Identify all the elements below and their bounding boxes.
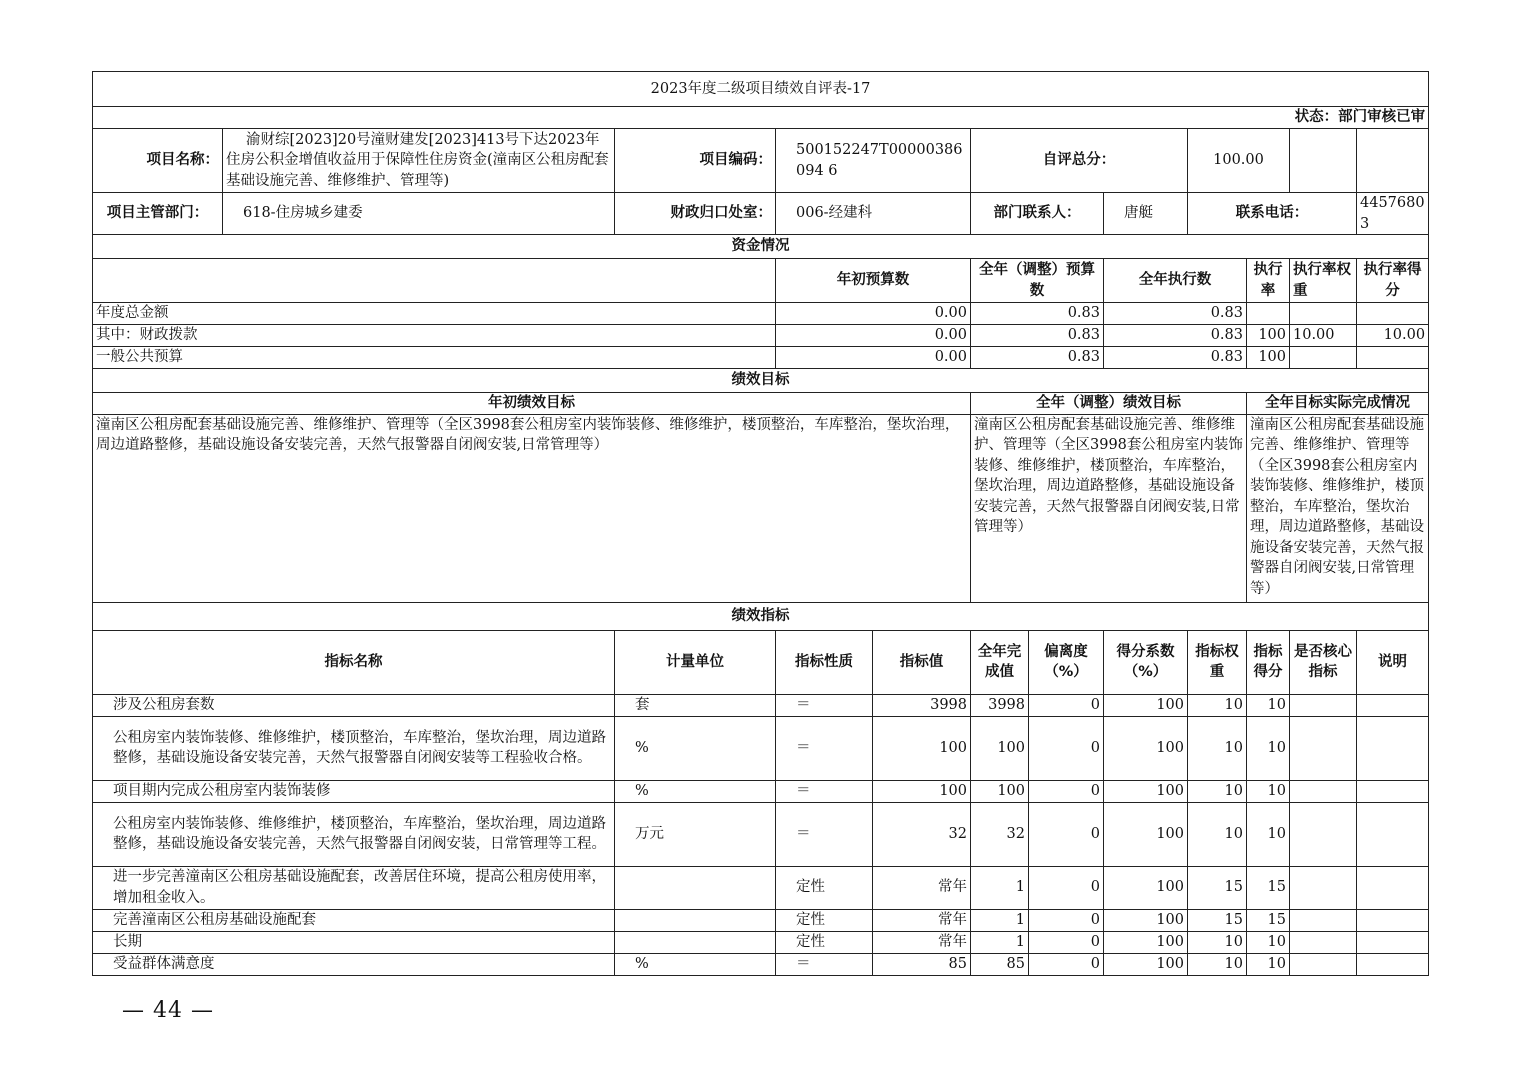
indicators-section-header: 绩效指标 — [93, 602, 1429, 630]
funds-row — [93, 347, 1429, 369]
info-blank-cell — [1357, 129, 1429, 193]
indicator-core — [1290, 866, 1357, 909]
indicator-deviation: 0 — [1029, 866, 1104, 909]
indicator-row — [93, 802, 1429, 866]
indicator-core — [1290, 716, 1357, 780]
indicator-weight: 10 — [1188, 694, 1247, 716]
project-name-value: 渝财综[2023]20号潼财建发[2023]413号下达2023年住房公积金增值收益用于保障性住房资金(潼南区公租房配套基础设施完善、维修维护、管理等) — [223, 129, 615, 193]
ind-header-score: 指标得分 — [1247, 630, 1290, 694]
performance-table — [92, 71, 1429, 976]
indicator-nature: 定性 — [776, 866, 873, 909]
indicator-coefficient: 100 — [1104, 802, 1188, 866]
indicator-note — [1357, 931, 1429, 953]
indicator-name: 涉及公租房套数 — [93, 694, 615, 716]
ind-header-deviation: 偏离度（%） — [1029, 630, 1104, 694]
indicator-weight: 10 — [1188, 802, 1247, 866]
indicator-row — [93, 953, 1429, 975]
indicator-score: 15 — [1247, 909, 1290, 931]
funds-row-score — [1357, 303, 1429, 325]
indicator-core — [1290, 931, 1357, 953]
funds-row-rate — [1247, 303, 1290, 325]
indicator-name: 受益群体满意度 — [93, 953, 615, 975]
funds-row-rate: 100 — [1247, 347, 1290, 369]
indicator-target: 常年 — [873, 909, 971, 931]
project-code-label: 项目编码： — [615, 129, 776, 193]
goal-actual-text: 潼南区公租房配套基础设施完善、维修维护、管理等（全区3998套公租房室内装饰装修、维修维护，楼顶整治，车库整治，堡坎治理，周边道路整修，基础设施设备安装完善，天然气报警器自闭阀安装,日常管理等） — [1247, 414, 1429, 602]
indicator-name: 公租房室内装饰装修、维修维护，楼顶整治，车库整治，堡坎治理，周边道路整修，基础设施设备安装完善，天然气报警器自闭阀安装，日常管理等工程。 — [93, 802, 615, 866]
indicator-nature: 定性 — [776, 909, 873, 931]
indicator-coefficient: 100 — [1104, 716, 1188, 780]
indicator-coefficient: 100 — [1104, 780, 1188, 802]
indicator-nature: ＝ — [776, 953, 873, 975]
indicator-weight: 10 — [1188, 780, 1247, 802]
funds-header-blank — [93, 259, 776, 303]
indicator-score: 10 — [1247, 694, 1290, 716]
indicator-target: 100 — [873, 716, 971, 780]
indicator-nature: ＝ — [776, 694, 873, 716]
funds-row-score: 10.00 — [1357, 325, 1429, 347]
indicator-note — [1357, 909, 1429, 931]
funds-row-score — [1357, 347, 1429, 369]
indicator-done: 100 — [971, 780, 1029, 802]
indicator-note — [1357, 953, 1429, 975]
ind-header-core: 是否核心指标 — [1290, 630, 1357, 694]
indicator-deviation: 0 — [1029, 716, 1104, 780]
indicator-note — [1357, 780, 1429, 802]
indicator-done: 1 — [971, 931, 1029, 953]
contact-label: 部门联系人： — [971, 193, 1104, 235]
indicator-name: 进一步完善潼南区公租房基础设施配套，改善居住环境，提高公租房使用率，增加租金收入。 — [93, 866, 615, 909]
ind-header-note: 说明 — [1357, 630, 1429, 694]
indicator-unit — [615, 909, 776, 931]
indicator-done: 85 — [971, 953, 1029, 975]
goals-header-adjusted: 全年（调整）绩效目标 — [971, 393, 1247, 415]
indicator-score: 10 — [1247, 953, 1290, 975]
phone-value: 44576803 — [1357, 193, 1429, 235]
indicator-nature: ＝ — [776, 716, 873, 780]
funds-row-weight: 10.00 — [1290, 325, 1357, 347]
indicator-note — [1357, 716, 1429, 780]
funds-header-adjusted: 全年（调整）预算数 — [971, 259, 1104, 303]
indicator-target: 85 — [873, 953, 971, 975]
indicator-target: 常年 — [873, 866, 971, 909]
indicator-coefficient: 100 — [1104, 909, 1188, 931]
funds-row-weight — [1290, 303, 1357, 325]
ind-header-done: 全年完成值 — [971, 630, 1029, 694]
indicator-row — [93, 866, 1429, 909]
indicator-name: 项目期内完成公租房室内装饰装修 — [93, 780, 615, 802]
indicator-name: 长期 — [93, 931, 615, 953]
indicator-nature: ＝ — [776, 802, 873, 866]
indicator-name: 公租房室内装饰装修、维修维护，楼顶整治，车库整治，堡坎治理，周边道路整修，基础设施设备安装完善，天然气报警器自闭阀安装等工程验收合格。 — [93, 716, 615, 780]
funds-header-rate: 执行率 — [1247, 259, 1290, 303]
indicator-deviation: 0 — [1029, 802, 1104, 866]
funds-header-executed: 全年执行数 — [1104, 259, 1247, 303]
indicator-coefficient: 100 — [1104, 866, 1188, 909]
goal-adjusted-text: 潼南区公租房配套基础设施完善、维修维护、管理等（全区3998套公租房室内装饰装修、维修维护，楼顶整治，车库整治，堡坎治理，周边道路整修，基础设施设备安装完善，天然气报警器自闭阀安装,日常管理等） — [971, 414, 1247, 602]
indicator-weight: 10 — [1188, 716, 1247, 780]
ind-header-weight: 指标权重 — [1188, 630, 1247, 694]
funds-row-initial: 0.00 — [776, 347, 971, 369]
indicator-note — [1357, 694, 1429, 716]
funds-row-name: 年度总金额 — [93, 303, 776, 325]
indicator-row — [93, 694, 1429, 716]
indicator-nature: ＝ — [776, 780, 873, 802]
indicator-done: 1 — [971, 909, 1029, 931]
info-blank-cell — [1290, 129, 1357, 193]
goals-header-initial: 年初绩效目标 — [93, 393, 971, 415]
indicator-score: 15 — [1247, 866, 1290, 909]
funds-row — [93, 303, 1429, 325]
funds-row-initial: 0.00 — [776, 325, 971, 347]
funds-row-adjusted: 0.83 — [971, 325, 1104, 347]
finance-value: 006-经建科 — [776, 193, 971, 235]
indicator-unit: % — [615, 953, 776, 975]
project-code-value: 500152247T00000386094 6 — [776, 129, 971, 193]
funds-row-name: 其中：财政拨款 — [93, 325, 776, 347]
indicator-deviation: 0 — [1029, 694, 1104, 716]
dept-value: 618-住房城乡建委 — [223, 193, 615, 235]
indicator-unit: % — [615, 716, 776, 780]
indicator-done: 100 — [971, 716, 1029, 780]
indicator-deviation: 0 — [1029, 909, 1104, 931]
goal-initial-text: 潼南区公租房配套基础设施完善、维修维护、管理等（全区3998套公租房室内装饰装修、维修维护，楼顶整治，车库整治，堡坎治理，周边道路整修，基础设施设备安装完善，天然气报警器自闭阀安装,日常管理等） — [93, 414, 971, 602]
indicator-target: 32 — [873, 802, 971, 866]
funds-section-header: 资金情况 — [93, 235, 1429, 259]
funds-row-adjusted: 0.83 — [971, 303, 1104, 325]
funds-row-rate: 100 — [1247, 325, 1290, 347]
contact-value: 唐艇 — [1104, 193, 1188, 235]
indicator-done: 32 — [971, 802, 1029, 866]
indicator-target: 3998 — [873, 694, 971, 716]
indicator-nature: 定性 — [776, 931, 873, 953]
indicator-unit — [615, 931, 776, 953]
indicator-unit — [615, 866, 776, 909]
indicator-unit: 套 — [615, 694, 776, 716]
ind-header-name: 指标名称 — [93, 630, 615, 694]
indicator-note — [1357, 866, 1429, 909]
indicator-row — [93, 716, 1429, 780]
indicator-deviation: 0 — [1029, 953, 1104, 975]
funds-row-name: 一般公共预算 — [93, 347, 776, 369]
page-title: 2023年度二级项目绩效自评表-17 — [93, 72, 1429, 107]
funds-row-executed: 0.83 — [1104, 303, 1247, 325]
ind-header-target: 指标值 — [873, 630, 971, 694]
indicator-unit: 万元 — [615, 802, 776, 866]
indicator-score: 10 — [1247, 716, 1290, 780]
score-value: 100.00 — [1188, 129, 1290, 193]
indicator-score: 10 — [1247, 931, 1290, 953]
indicator-note — [1357, 802, 1429, 866]
indicator-deviation: 0 — [1029, 780, 1104, 802]
funds-row-adjusted: 0.83 — [971, 347, 1104, 369]
indicator-unit: % — [615, 780, 776, 802]
indicator-target: 100 — [873, 780, 971, 802]
project-name-label: 项目名称： — [93, 129, 223, 193]
funds-row-executed: 0.83 — [1104, 347, 1247, 369]
funds-header-weight: 执行率权重 — [1290, 259, 1357, 303]
indicator-done: 1 — [971, 866, 1029, 909]
indicator-core — [1290, 909, 1357, 931]
indicator-core — [1290, 780, 1357, 802]
ind-header-nature: 指标性质 — [776, 630, 873, 694]
indicator-weight: 10 — [1188, 953, 1247, 975]
score-label: 自评总分： — [971, 129, 1188, 193]
ind-header-coefficient: 得分系数（%） — [1104, 630, 1188, 694]
finance-label: 财政归口处室： — [615, 193, 776, 235]
indicator-score: 10 — [1247, 780, 1290, 802]
indicator-coefficient: 100 — [1104, 953, 1188, 975]
status-text: 状态：部门审核已审 — [93, 107, 1429, 129]
funds-row — [93, 325, 1429, 347]
indicator-core — [1290, 694, 1357, 716]
goals-header-actual: 全年目标实际完成情况 — [1247, 393, 1429, 415]
indicator-core — [1290, 802, 1357, 866]
funds-header-score: 执行率得分 — [1357, 259, 1429, 303]
indicator-row — [93, 931, 1429, 953]
indicator-score: 10 — [1247, 802, 1290, 866]
goals-section-header: 绩效目标 — [93, 369, 1429, 393]
indicator-weight: 10 — [1188, 931, 1247, 953]
page-number: — 44 — — [122, 998, 214, 1023]
indicator-weight: 15 — [1188, 909, 1247, 931]
indicator-coefficient: 100 — [1104, 931, 1188, 953]
indicator-core — [1290, 953, 1357, 975]
indicator-target: 常年 — [873, 931, 971, 953]
phone-label: 联系电话： — [1188, 193, 1357, 235]
funds-row-executed: 0.83 — [1104, 325, 1247, 347]
dept-label: 项目主管部门： — [93, 193, 223, 235]
funds-row-initial: 0.00 — [776, 303, 971, 325]
funds-header-initial: 年初预算数 — [776, 259, 971, 303]
indicator-weight: 15 — [1188, 866, 1247, 909]
indicator-coefficient: 100 — [1104, 694, 1188, 716]
indicator-name: 完善潼南区公租房基础设施配套 — [93, 909, 615, 931]
funds-row-weight — [1290, 347, 1357, 369]
ind-header-unit: 计量单位 — [615, 630, 776, 694]
indicator-row — [93, 909, 1429, 931]
indicator-deviation: 0 — [1029, 931, 1104, 953]
indicator-row — [93, 780, 1429, 802]
indicator-done: 3998 — [971, 694, 1029, 716]
